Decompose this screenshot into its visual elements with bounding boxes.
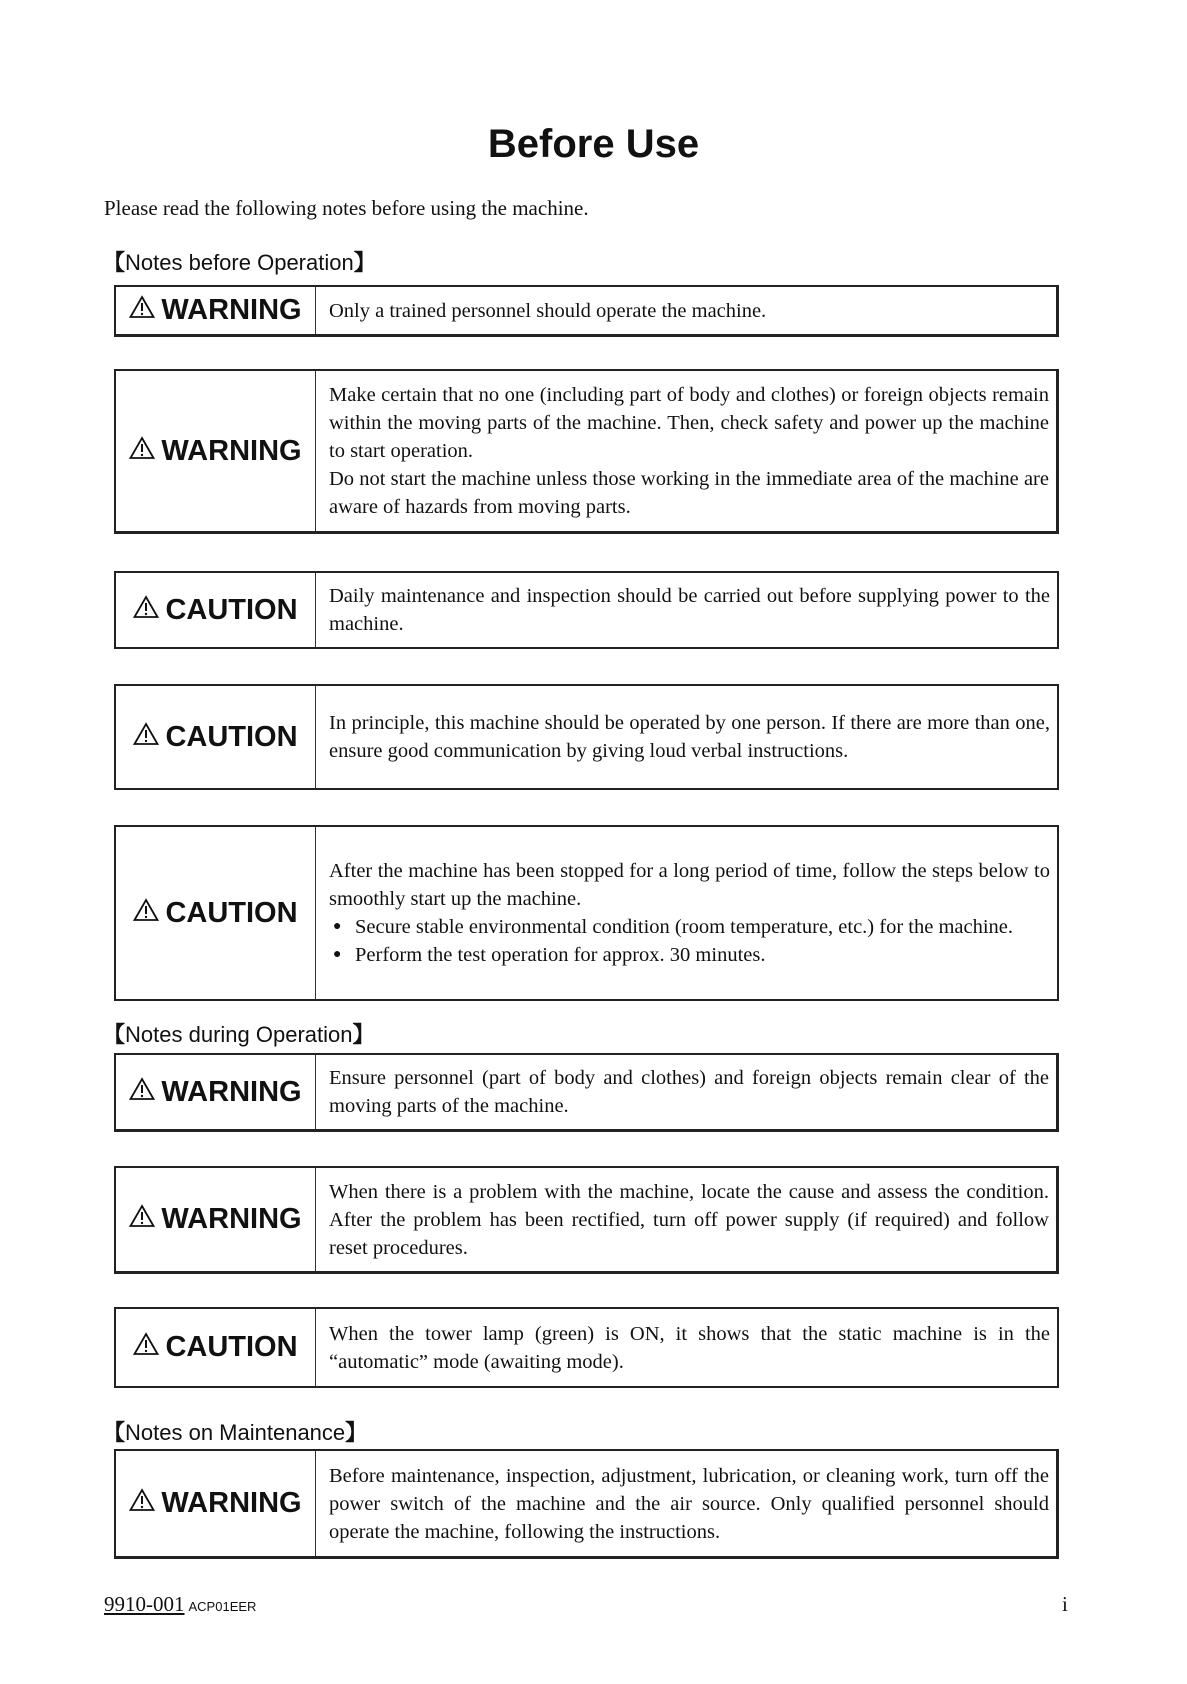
page-title: Before Use — [487, 122, 700, 166]
notice-label — [116, 371, 316, 531]
notice-type: WARNING — [161, 1487, 302, 1519]
warning-triangle-icon — [133, 897, 165, 930]
page-number: i — [1062, 1592, 1068, 1616]
notice-paragraph: When the tower lamp (green) is ON, it shows that the static machine is in the “automatic” mode (awaiting mode). — [329, 1322, 1050, 1373]
bracket-close: 】 — [353, 250, 376, 275]
notice-body — [316, 573, 1057, 647]
caution-notice — [114, 1307, 1059, 1388]
section-heading-text: Notes before Operation — [125, 250, 354, 275]
warning-triangle-icon — [129, 1203, 161, 1236]
document-number: 9910-001 — [104, 1592, 185, 1616]
notice-paragraph: Ensure personnel (part of body and clothes) and foreign objects remain clear of the moving parts of the machine. — [329, 1067, 1049, 1117]
bullet-item: ● Perform the test operation for approx. 30 minutes. — [329, 941, 1050, 969]
warning-notice — [114, 285, 1059, 337]
notice-body — [316, 1055, 1056, 1129]
notice-paragraph: Daily maintenance and inspection should be carried out before supplying power to the machine. — [329, 585, 1050, 635]
notice-type: CAUTION — [165, 593, 298, 626]
notice-body — [316, 827, 1057, 999]
warning-triangle-icon — [129, 1487, 161, 1520]
warning-triangle-icon — [129, 294, 161, 327]
notice-label — [116, 1168, 316, 1271]
bracket-close: 】 — [345, 1420, 368, 1445]
notice-type: WARNING — [161, 1203, 302, 1235]
warning-notice — [114, 1053, 1059, 1132]
notice-bullets — [329, 913, 1050, 969]
notice-type: WARNING — [161, 434, 302, 467]
notice-type: CAUTION — [165, 720, 298, 753]
notice-paragraph: In principle, this machine should be operated by one person. If there are more than one, ensure good communication by giving loud verbal instructions. — [329, 712, 1050, 762]
notice-type: CAUTION — [165, 896, 298, 929]
notice-body — [316, 287, 1056, 334]
notice-paragraph: Make certain that no one (including part of body and clothes) or foreign objects remain within the moving parts of the machine. Then, check safety and power up the machine to start operation. — [329, 384, 1049, 462]
notice-label — [116, 1055, 316, 1129]
notice-body — [316, 1168, 1056, 1271]
notice-paragraph: After the machine has been stopped for a long period of time, follow the steps below to smoothly start up the machine. — [329, 860, 1050, 910]
notice-type: WARNING — [161, 1075, 302, 1108]
warning-notice — [114, 1166, 1059, 1274]
warning-triangle-icon — [129, 1076, 161, 1109]
section-heading-text: Notes during Operation — [125, 1022, 353, 1047]
bracket-close: 】 — [352, 1022, 375, 1047]
warning-triangle-icon — [133, 721, 165, 754]
notice-paragraph: Only a trained personnel should operate the machine. — [329, 299, 767, 322]
notice-label — [116, 827, 316, 999]
bracket-open: 【 — [103, 250, 126, 275]
notice-label — [116, 686, 316, 788]
caution-notice — [114, 684, 1059, 790]
notice-body — [316, 1309, 1057, 1386]
notice-body — [316, 1451, 1056, 1556]
notice-paragraph: When there is a problem with the machine, locate the cause and assess the condition. After the problem has been rectified, turn off power supply (if required) and follow reset procedures. — [329, 1180, 1049, 1259]
warning-notice — [114, 1449, 1059, 1559]
notice-label — [116, 287, 316, 334]
notice-body — [316, 686, 1057, 788]
bracket-open: 【 — [103, 1420, 126, 1445]
section-heading — [103, 1018, 375, 1049]
notice-paragraph: Do not start the machine unless those working in the immediate area of the machine are aware of hazards from moving parts. — [329, 468, 1049, 518]
notice-paragraph: Before maintenance, inspection, adjustment, lubrication, or cleaning work, turn off the power switch of the machine and the air source. Only qualified personnel should operate the machine, following the instructions. — [329, 1464, 1049, 1543]
section-heading — [103, 246, 376, 277]
notice-label — [116, 573, 316, 647]
warning-notice — [114, 369, 1059, 534]
warning-triangle-icon — [133, 1331, 165, 1364]
footer-doc-code — [104, 1592, 256, 1617]
notice-label — [116, 1309, 316, 1386]
notice-label — [116, 1451, 316, 1556]
bullet-item: ● Secure stable environmental condition (room temperature, etc.) for the machine. — [329, 913, 1050, 941]
section-heading-text: Notes on Maintenance — [125, 1420, 346, 1445]
intro-text: Please read the following notes before using the machine. — [104, 196, 589, 220]
bracket-open: 【 — [103, 1022, 126, 1047]
document-id: ACP01EER — [188, 1599, 257, 1614]
warning-triangle-icon — [133, 594, 165, 627]
caution-notice — [114, 825, 1059, 1001]
warning-triangle-icon — [129, 435, 161, 468]
notice-type: WARNING — [161, 294, 302, 326]
notice-type: CAUTION — [165, 1331, 298, 1363]
notice-body — [316, 371, 1056, 531]
section-heading — [103, 1416, 367, 1447]
caution-notice — [114, 571, 1059, 649]
